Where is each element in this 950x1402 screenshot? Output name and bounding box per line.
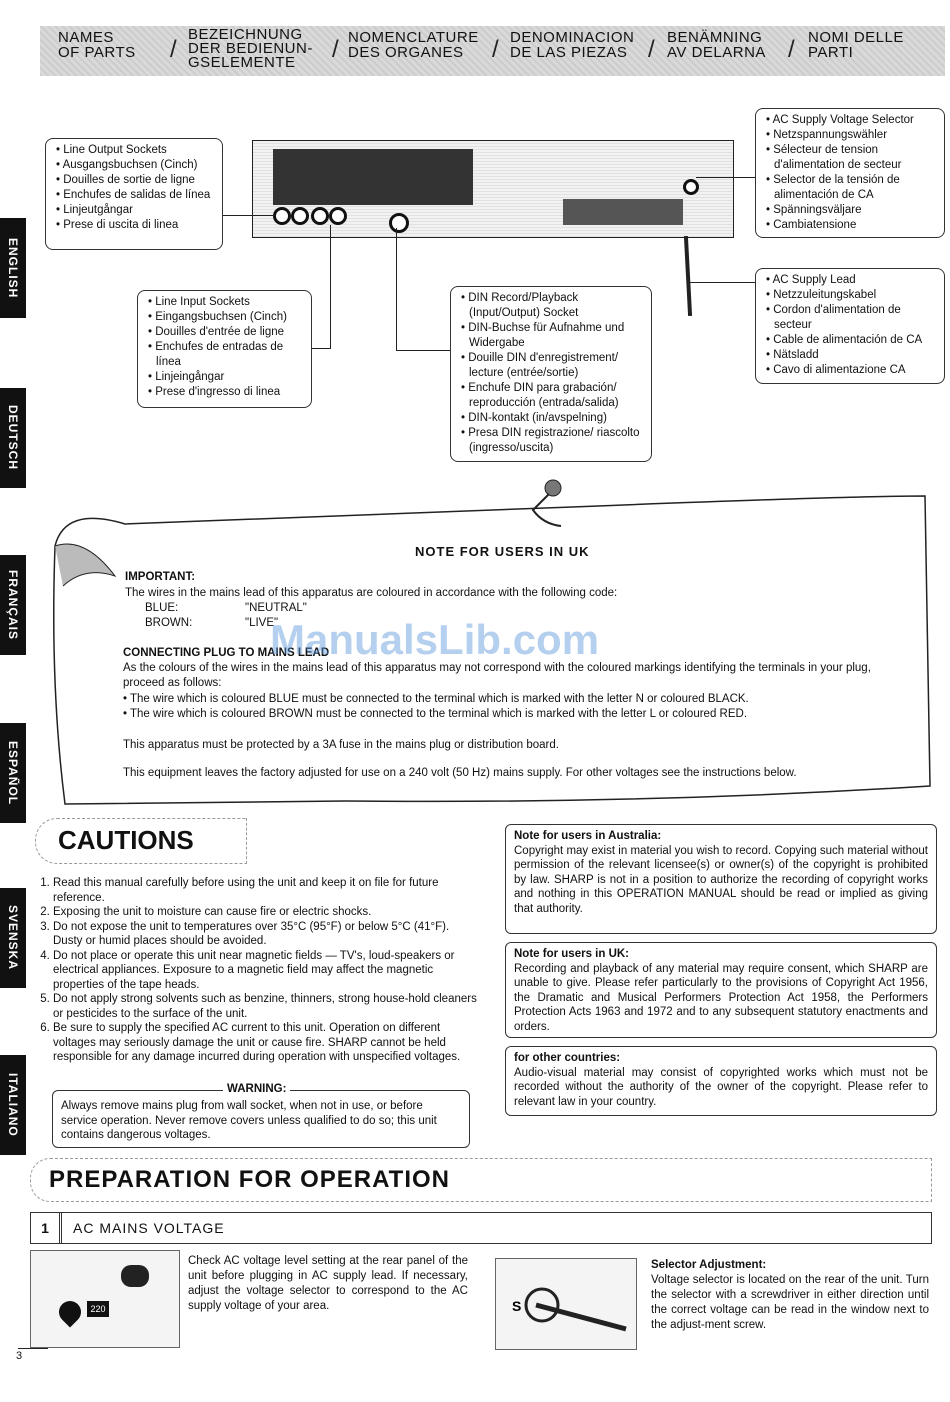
- callout-item: • AC Supply Lead: [764, 273, 936, 288]
- cautions-heading-frame: [35, 818, 247, 864]
- callout-ac-voltage-selector: [755, 108, 945, 238]
- footer-rule: [18, 1348, 48, 1349]
- tab-english[interactable]: ENGLISH: [0, 218, 26, 318]
- callout-item: • DIN-kontakt (in/avspelning): [459, 411, 643, 426]
- header-denominacion: DENOMINACION DE LAS PIEZAS: [510, 29, 635, 61]
- leader-line: [396, 350, 450, 351]
- callout-item: • Prese di uscita di linea: [54, 218, 214, 233]
- callout-line-input: [137, 290, 312, 408]
- header-nomi-delle-parti: NOMI DELLE PARTI: [808, 29, 904, 61]
- line-input-socket-icon: [329, 207, 347, 225]
- caution-item: 2. Exposing the unit to moisture can cause fire or electric shocks.: [53, 905, 480, 920]
- important-label: IMPORTANT:: [125, 571, 196, 583]
- leader-line: [690, 282, 755, 283]
- callout-item: • Cordon d'alimentation de secteur: [764, 303, 936, 333]
- tab-deutsch[interactable]: DEUTSCH: [0, 388, 26, 488]
- wires-intro: The wires in the mains lead of this apparatus are coloured in accordance with the following code:: [125, 587, 618, 599]
- header-names-of-parts: NAMES OF PARTS: [58, 29, 136, 61]
- fuse-text: This apparatus must be protected by a 3A fuse in the mains plug or distribution board.: [123, 739, 559, 751]
- header-separator: /: [332, 36, 339, 63]
- caution-item: 4. Do not place or operate this unit near magnetic fields — TV's, loud-speakers or electrical appliances. Exposure to a magnetic field may affect the magnetic properties of the tape heads.: [53, 949, 480, 993]
- line-output-socket-icon: [273, 207, 291, 225]
- header-separator: /: [170, 36, 177, 63]
- voltage-text: This equipment leaves the factory adjusted for use on a 240 volt (50 Hz) mains supply. For other voltages see the instructions below.: [123, 767, 797, 779]
- header-separator: /: [648, 36, 655, 63]
- panel-dark-area: [273, 149, 473, 205]
- tab-italiano[interactable]: ITALIANO: [0, 1055, 26, 1155]
- line-output-socket-icon: [291, 207, 309, 225]
- callout-item: • Netzzuleitungskabel: [764, 288, 936, 303]
- cautions-list: [35, 876, 480, 1065]
- callout-item: • Enchufe DIN para grabación/ reproducción (entrada/salida): [459, 381, 643, 411]
- leader-line: [696, 177, 755, 178]
- leader-line: [330, 225, 331, 349]
- callout-item: • Douilles d'entrée de ligne: [146, 325, 303, 340]
- leader-line: [223, 215, 275, 216]
- note-other-countries: [505, 1046, 937, 1116]
- screwdriver-illustration: [495, 1258, 637, 1350]
- page-number: 3: [16, 1350, 23, 1362]
- warning-text: Always remove mains plug from wall socket, when not in use, or before service operation. Never remove covers unless qualified to do so; this unit contains dangerous voltages.: [61, 1100, 437, 1141]
- selector-adjustment-text: Voltage selector is located on the rear of the unit. Turn the selector with a screwdriver in either direction until the correct voltage can be read in the window next to the adjust-ment screw.: [651, 1274, 929, 1331]
- panel-label-area: [563, 199, 683, 225]
- callout-item: • Sélecteur de tension d'alimentation de secteur: [764, 143, 936, 173]
- check-voltage-text: Check AC voltage level setting at the rear panel of the unit before plugging in AC supply lead. If necessary, adjust the voltage selector to correspond to the AC supply voltage of your area.: [188, 1255, 468, 1312]
- header-separator: /: [492, 36, 499, 63]
- callout-item: • Line Output Sockets: [54, 143, 214, 158]
- screwdriver-icon: [496, 1259, 636, 1349]
- callout-item: • DIN Record/Playback (Input/Output) Socket: [459, 291, 643, 321]
- callout-item: • Presa DIN registrazione/ riascolto (ingresso/uscita): [459, 426, 643, 456]
- callout-item: • Line Input Sockets: [146, 295, 303, 310]
- callout-item: • AC Supply Voltage Selector: [764, 113, 936, 128]
- blue-wire-rule: • The wire which is coloured BLUE must be connected to the terminal which is marked with the letter N or coloured BLACK.: [123, 693, 749, 705]
- step-1-header: [30, 1212, 932, 1244]
- uk-note-title: NOTE FOR USERS IN UK: [415, 544, 590, 559]
- header-nomenclature: NOMENCLATURE DES ORGANES: [348, 29, 479, 61]
- note-uk-title: Note for users in UK:: [514, 948, 630, 960]
- note-uk-text: Recording and playback of any material may require consent, which SHARP are unable to give. Please refer particularly to the provisions of Copyright Act 1956, the Dramatic and Musical Performers Protection Act 1958, the Performers Protection Acts 1963 and 1972 and to any subsequent statutory enactments and orders.: [514, 962, 928, 1033]
- tab-francais[interactable]: FRANÇAIS: [0, 555, 26, 655]
- callout-item: • Ausgangsbuchsen (Cinch): [54, 158, 214, 173]
- watermark: ManualsLib.com: [270, 616, 600, 663]
- callout-item: • Prese d'ingresso di linea: [146, 385, 303, 400]
- blue-label: BLUE:: [145, 602, 179, 614]
- callout-din-socket: [450, 286, 652, 462]
- brown-value: "LIVE": [245, 617, 279, 629]
- voltage-selector-illustration: [30, 1250, 180, 1348]
- header-benamning: BENÄMNING AV DELARNA: [667, 29, 766, 61]
- panel-knob-icon: [121, 1265, 149, 1287]
- step-number: 1: [31, 1213, 62, 1243]
- note-other-title: for other countries:: [514, 1052, 621, 1064]
- callout-item: • Enchufes de entradas de línea: [146, 340, 303, 370]
- selector-adjustment-title: Selector Adjustment:: [651, 1259, 767, 1271]
- callout-item: • Netzspannungswähler: [764, 128, 936, 143]
- callout-item: • Cable de alimentación de CA: [764, 333, 936, 348]
- callout-item: • Enchufes de salidas de línea: [54, 188, 214, 203]
- caution-item: 6. Be sure to supply the specified AC current to this unit. Operation on different voltages may seriously damage the unit or cause fire. SHARP cannot be held responsible for any damage incurred during operation with unspecified voltages.: [53, 1021, 480, 1065]
- caution-item: 3. Do not expose the unit to temperatures over 35°C (95°F) or below 5°C (41°F). Dusty or humid places should be avoided.: [53, 920, 480, 949]
- connecting-plug-heading: CONNECTING PLUG TO MAINS LEAD: [123, 647, 330, 659]
- callout-item: • Douilles de sortie de ligne: [54, 173, 214, 188]
- cautions-title: CAUTIONS: [58, 825, 194, 855]
- header-bezeichnung: BEZEICHNUNG DER BEDIENUN- GSELEMENTE: [188, 26, 313, 71]
- warning-title: WARNING:: [223, 1082, 290, 1097]
- callout-item: • Linjeutgångar: [54, 203, 214, 218]
- callout-line-output: [45, 138, 223, 250]
- callout-item: • Nätsladd: [764, 348, 936, 363]
- tab-svenska[interactable]: SVENSKA: [0, 888, 26, 988]
- callout-item: • Cavo di alimentazione CA: [764, 363, 936, 378]
- brown-label: BROWN:: [145, 617, 193, 629]
- note-australia: [505, 824, 937, 934]
- screwdriver-tip-icon: [54, 1296, 85, 1327]
- warning-box: [52, 1083, 470, 1148]
- preparation-heading-frame: [30, 1158, 932, 1202]
- callout-item: • Eingangsbuchsen (Cinch): [146, 310, 303, 325]
- leader-line: [312, 348, 330, 349]
- callout-item: • Spänningsväljare: [764, 203, 936, 218]
- callout-item: • Selector de la tensión de alimentación de CA: [764, 173, 936, 203]
- callout-item: • DIN-Buchse für Aufnahme und Widergabe: [459, 321, 643, 351]
- line-input-socket-icon: [311, 207, 329, 225]
- leader-line: [396, 228, 397, 350]
- header-banner: [40, 26, 945, 76]
- connecting-text: As the colours of the wires in the mains lead of this apparatus may not correspond with the coloured markings identifying the terminals in your plug, proceed as follows:: [123, 662, 871, 689]
- caution-item: 1. Read this manual carefully before using the unit and keep it on file for future reference.: [53, 876, 480, 905]
- callout-item: • Douille DIN d'enregistrement/ lecture (entrée/sortie): [459, 351, 643, 381]
- svg-text:S: S: [512, 1298, 522, 1314]
- rear-panel-illustration: [252, 140, 734, 238]
- note-uk: [505, 942, 937, 1038]
- voltage-selector-icon: [683, 179, 699, 195]
- voltage-window: 220: [87, 1301, 109, 1317]
- note-australia-text: Copyright may exist in material you wish to record. Copying such material without permission of the relevant licensee(s) or owner(s) of the copyright is prohibited by law. SHARP is not in a position to authorize the recording of copyright works and nothing in this OPERATION MANUAL should be read or implied as giving that authority.: [514, 844, 928, 915]
- blue-value: "NEUTRAL": [245, 602, 307, 614]
- preparation-title: PREPARATION FOR OPERATION: [49, 1166, 451, 1193]
- brown-wire-rule: • The wire which is coloured BROWN must be connected to the terminal which is marked with the letter L or coloured RED.: [123, 708, 748, 720]
- tab-espanol[interactable]: ESPAÑOL: [0, 723, 26, 823]
- header-separator: /: [788, 36, 795, 63]
- din-socket-icon: [389, 213, 409, 233]
- note-other-text: Audio-visual material may consist of copyrighted works which must not be recorded without the authority of the owner of the copyright. Please refer to relevant law in your country.: [514, 1066, 928, 1108]
- callout-ac-supply-lead: [755, 268, 945, 384]
- note-australia-title: Note for users in Australia:: [514, 830, 662, 842]
- pin-icon: [513, 476, 573, 536]
- step-title: AC MAINS VOLTAGE: [73, 1220, 225, 1236]
- callout-item: • Cambiatensione: [764, 218, 936, 233]
- caution-item: 5. Do not apply strong solvents such as benzine, thinners, strong house-hold cleaners or pesticides to the surface of the unit.: [53, 992, 480, 1021]
- ac-lead-cord: [684, 236, 692, 316]
- callout-item: • Linjeingångar: [146, 370, 303, 385]
